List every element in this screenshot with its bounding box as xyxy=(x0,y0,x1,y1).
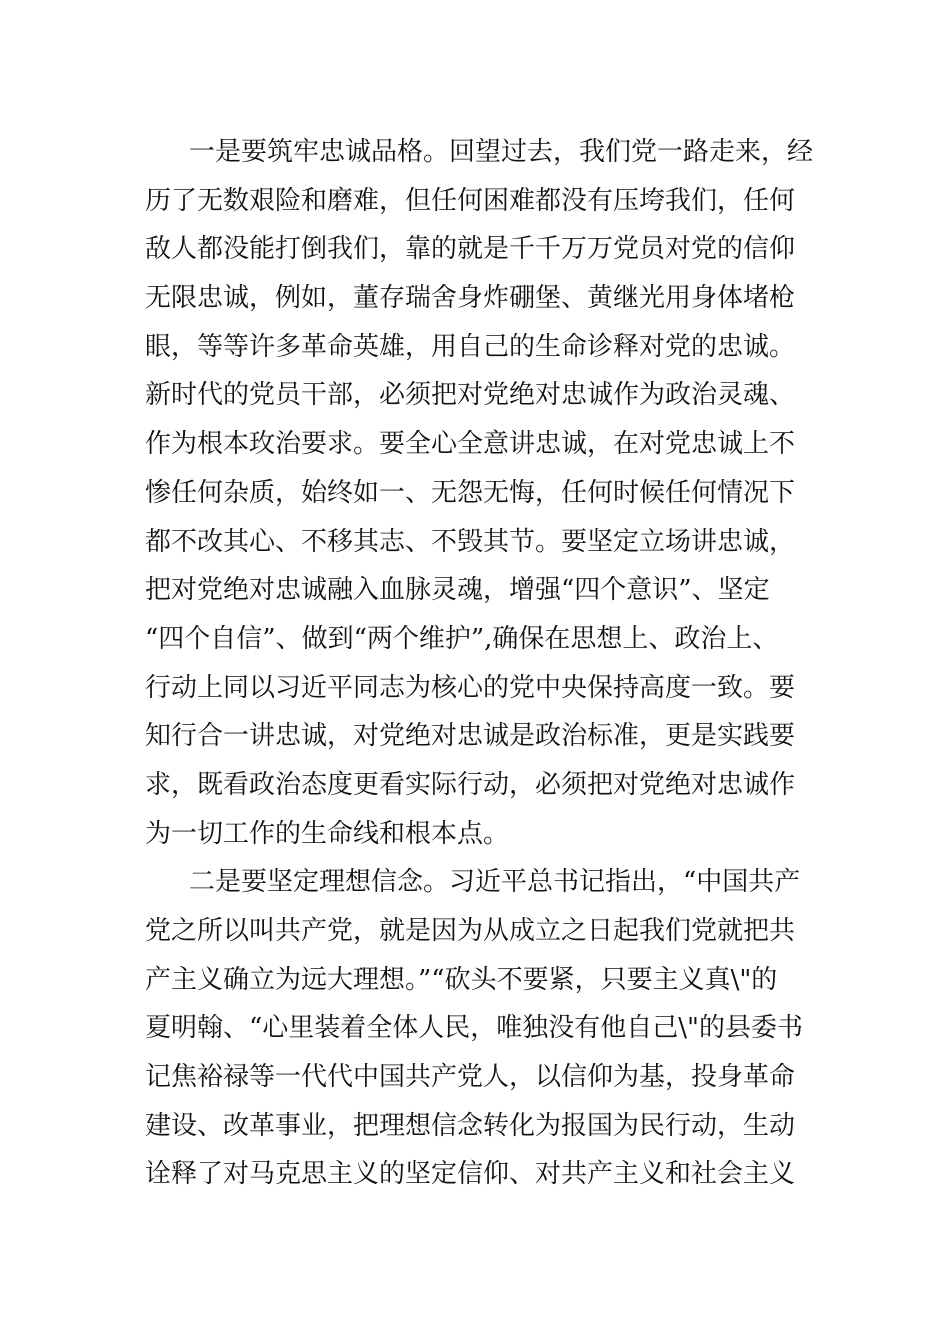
text-line: 作为根本玫治要求。要全心全意讲忠诚，在对党忠诚上不 xyxy=(145,429,796,460)
text-line: 二是要坚定理想信念。习近平总书记指出，“中国共产 xyxy=(189,867,801,898)
text-line: 惨任何杂质，始终如一、无怨无悔，任何时候任何情况下 xyxy=(145,477,796,508)
text-line: 一是要筑牢忠诚品格。回望过去，我们党一路走来，经 xyxy=(189,137,814,167)
text-line: 建设、改革事业，把理想信念转化为报国为民行动，生动 xyxy=(145,1110,796,1141)
text-line: 行动上同以习近平同志为核心的党中央保持高度一致。要 xyxy=(145,672,796,703)
text-line: 党之所以叫共产党，就是因为从成立之日起我们党就把共 xyxy=(145,916,796,946)
text-line: 敌人都没能打倒我们，靠的就是千千万万党员对党的信仰 xyxy=(145,234,796,265)
text-line: 无限忠诚，例如，董存瑞舍身炸硼堡、黄继光用身体堵枪 xyxy=(145,283,796,314)
text-line: 为一切工作的生命线和根本点。 xyxy=(145,818,510,849)
text-line: “四个自信”、做到“两个维护”,确保在思想上、政治上、 xyxy=(145,623,779,654)
paragraph-loyalty xyxy=(145,128,825,858)
text-line: 历了无数艰险和磨难，但任何困难都没有压垮我们，任何 xyxy=(145,185,796,216)
text-line: 眼，等等许多革命英雄，用自己的生命诊释对党的忠诚。 xyxy=(145,331,796,362)
text-line: 夏明翰、“心里装着全体人民，唯独没有他自己\"的县委书 xyxy=(145,1013,804,1044)
document-body xyxy=(145,128,825,1199)
text-line: 都不改其心、不移其志、不毁其节。要坚定立场讲忠诚， xyxy=(145,526,796,557)
text-line: 求，既看政治态度更看实际行动，必须把对党绝对忠诚作 xyxy=(145,769,796,800)
text-line: 产主义确立为远大理想。”“砍头不要紧，只要主义真\"的 xyxy=(145,964,778,995)
text-line: 诠释了对马克思主义的坚定信仰、对共产主义和社会主义 xyxy=(145,1159,796,1190)
text-line: 新时代的党员干部，必须把对党绝对忠诚作为政治灵魂、 xyxy=(145,380,796,411)
paragraph-ideals xyxy=(145,858,825,1199)
text-line: 知行合一讲忠诚，对党绝对忠诚是政治标准，更是实践要 xyxy=(145,721,796,752)
text-line: 记焦裕禄等一代代中国共产党人，以信仰为基，投身革命 xyxy=(145,1062,796,1093)
text-line: 把对党绝对忠诚融入血脉灵魂，增强“四个意识”、坚定 xyxy=(145,575,770,606)
